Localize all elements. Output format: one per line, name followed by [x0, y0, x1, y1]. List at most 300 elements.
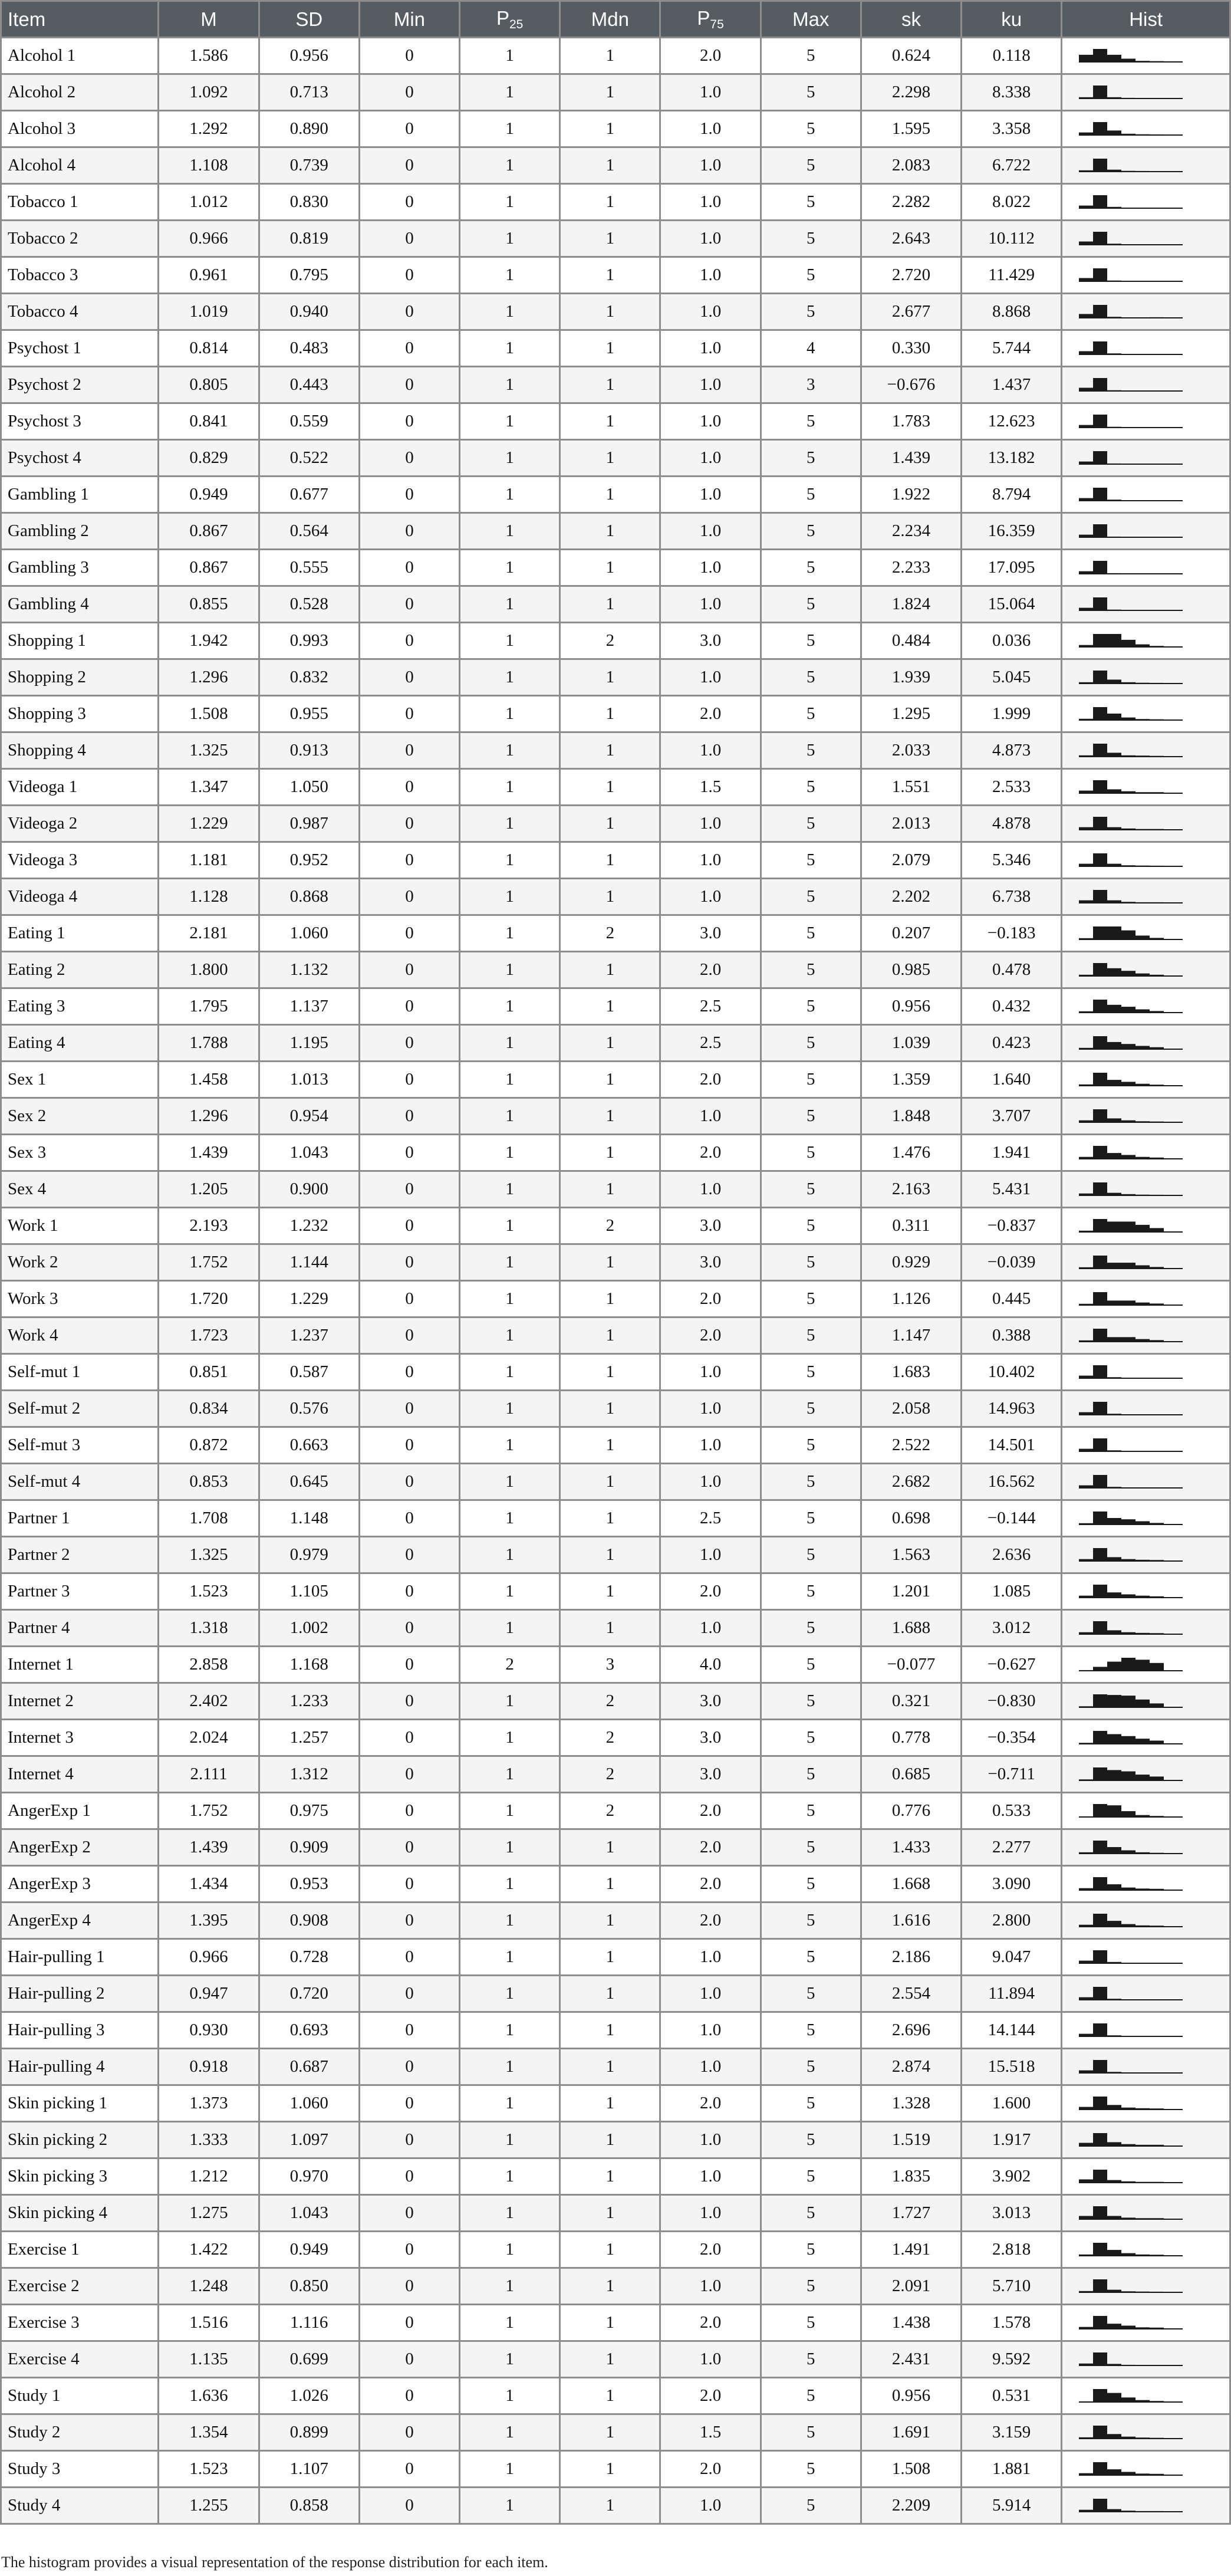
cell-median: 1 — [560, 1317, 660, 1354]
cell-p75: 1.0 — [660, 367, 761, 403]
histogram-bar — [1079, 170, 1093, 171]
cell-max: 5 — [761, 2085, 861, 2122]
histogram-bar — [1079, 1924, 1093, 1926]
table-row — [1, 1976, 1230, 2012]
histogram-bar — [1121, 2144, 1135, 2145]
cell-p25: 1 — [460, 440, 560, 477]
histogram-bar — [1107, 1450, 1121, 1451]
cell-kurtosis: 14.144 — [962, 2012, 1062, 2049]
cell-item-name: Psychost 3 — [1, 403, 159, 440]
histogram-bar — [1079, 900, 1093, 902]
cell-p75: 1.0 — [660, 586, 761, 623]
histogram-bar — [1093, 744, 1107, 757]
cell-max: 5 — [761, 2049, 861, 2085]
histogram-bar — [1121, 639, 1135, 646]
histogram-chart — [1079, 706, 1185, 722]
histogram-bar — [1093, 2243, 1107, 2256]
cell-histogram — [1062, 732, 1230, 769]
histogram-bar — [1135, 1265, 1150, 1269]
cell-skewness: 1.147 — [861, 1317, 961, 1354]
cell-min: 0 — [359, 74, 459, 111]
histogram-bar — [1135, 244, 1150, 245]
histogram-bar — [1107, 353, 1121, 354]
cell-skewness: 1.039 — [861, 1025, 961, 1062]
cell-skewness: 1.519 — [861, 2122, 961, 2158]
cell-kurtosis: 5.431 — [962, 1171, 1062, 1208]
table-row — [1, 1062, 1230, 1098]
cell-p25: 1 — [460, 2195, 560, 2232]
histogram-chart — [1079, 487, 1185, 503]
table-row — [1, 1244, 1230, 1281]
histogram-bar — [1135, 2218, 1150, 2219]
cell-skewness: 0.776 — [861, 1793, 961, 1829]
histogram-bar — [1135, 2291, 1150, 2292]
cell-item-name: Videoga 4 — [1, 879, 159, 915]
histogram-bar — [1135, 1699, 1150, 1707]
cell-median: 1 — [560, 221, 660, 257]
cell-skewness: 2.234 — [861, 513, 961, 550]
histogram-bar — [1107, 280, 1121, 281]
cell-max: 5 — [761, 221, 861, 257]
cell-max: 5 — [761, 1208, 861, 1244]
cell-p75: 1.0 — [660, 879, 761, 915]
cell-skewness: 0.778 — [861, 1720, 961, 1756]
histogram-bar — [1107, 1847, 1121, 1854]
cell-mean: 1.333 — [159, 2122, 259, 2158]
cell-kurtosis: 13.182 — [962, 440, 1062, 477]
cell-sd: 0.993 — [259, 623, 359, 659]
cell-min: 0 — [359, 1464, 459, 1500]
cell-kurtosis: 2.533 — [962, 769, 1062, 806]
cell-item-name: Alcohol 2 — [1, 74, 159, 111]
histogram-bar — [1121, 828, 1135, 829]
histogram-chart — [1079, 267, 1185, 284]
histogram-bar — [1079, 645, 1093, 646]
cell-kurtosis: 1.917 — [962, 2122, 1062, 2158]
histogram-bar — [1093, 2352, 1107, 2365]
cell-item-name: Work 4 — [1, 1317, 159, 1354]
histogram-bar — [1121, 2364, 1135, 2365]
histogram-bar — [1079, 1595, 1093, 1597]
histogram-bar — [1107, 1770, 1121, 1780]
histogram-bar — [1121, 1632, 1135, 1634]
cell-max: 5 — [761, 2122, 861, 2158]
histogram-bar — [1121, 1658, 1135, 1671]
cell-median: 1 — [560, 1903, 660, 1939]
histogram-bar — [1079, 2070, 1093, 2072]
cell-sd: 0.677 — [259, 477, 359, 513]
histogram-chart — [1079, 998, 1185, 1015]
histogram-bar — [1121, 1924, 1135, 1926]
histogram-chart — [1079, 1328, 1185, 1344]
cell-max: 5 — [761, 842, 861, 879]
histogram-bar — [1079, 1632, 1093, 1634]
histogram-bar — [1079, 2437, 1093, 2438]
histogram-bar — [1079, 132, 1093, 134]
cell-kurtosis: 15.064 — [962, 586, 1062, 623]
header-skewness: sk — [861, 1, 961, 38]
cell-p25: 1 — [460, 659, 560, 696]
histogram-bar — [1150, 1121, 1164, 1122]
cell-sd: 0.564 — [259, 513, 359, 550]
cell-item-name: Internet 3 — [1, 1720, 159, 1756]
cell-histogram — [1062, 1537, 1230, 1573]
cell-item-name: Exercise 3 — [1, 2305, 159, 2341]
cell-histogram — [1062, 2122, 1230, 2158]
cell-min: 0 — [359, 1317, 459, 1354]
cell-max: 5 — [761, 2232, 861, 2268]
cell-min: 0 — [359, 403, 459, 440]
cell-kurtosis: 0.423 — [962, 1025, 1062, 1062]
table-row — [1, 1866, 1230, 1903]
histogram-bar — [1107, 1884, 1121, 1890]
cell-mean: 0.867 — [159, 513, 259, 550]
cell-item-name: Internet 2 — [1, 1683, 159, 1720]
cell-item-name: Sex 3 — [1, 1135, 159, 1171]
cell-p75: 1.0 — [660, 257, 761, 294]
cell-max: 5 — [761, 2305, 861, 2341]
histogram-bar — [1079, 2254, 1093, 2255]
cell-skewness: 1.295 — [861, 696, 961, 732]
cell-histogram — [1062, 367, 1230, 403]
table-row — [1, 1647, 1230, 1683]
cell-item-name: Study 2 — [1, 2414, 159, 2451]
cell-item-name: Shopping 1 — [1, 623, 159, 659]
histogram-bar — [1093, 2060, 1107, 2073]
cell-mean: 1.439 — [159, 1829, 259, 1866]
histogram-chart — [1079, 1583, 1185, 1600]
cell-min: 0 — [359, 1208, 459, 1244]
cell-kurtosis: −0.183 — [962, 915, 1062, 952]
cell-sd: 1.060 — [259, 2085, 359, 2122]
histogram-bar — [1079, 351, 1093, 354]
cell-median: 1 — [560, 74, 660, 111]
histogram-bar — [1150, 2327, 1164, 2328]
histogram-chart — [1079, 1876, 1185, 1892]
cell-median: 1 — [560, 403, 660, 440]
cell-mean: 0.829 — [159, 440, 259, 477]
cell-item-name: Eating 1 — [1, 915, 159, 952]
histogram-bar — [1121, 1120, 1135, 1122]
histogram-bar — [1107, 536, 1121, 537]
cell-sd: 0.970 — [259, 2158, 359, 2195]
histogram-bar — [1079, 2291, 1093, 2292]
cell-histogram — [1062, 806, 1230, 842]
header-histogram: Hist — [1062, 1, 1230, 38]
cell-kurtosis: 9.592 — [962, 2341, 1062, 2378]
cell-kurtosis: 0.531 — [962, 2378, 1062, 2414]
cell-item-name: Internet 1 — [1, 1647, 159, 1683]
histogram-chart — [1079, 121, 1185, 137]
cell-kurtosis: 15.518 — [962, 2049, 1062, 2085]
histogram-bar — [1079, 2179, 1093, 2183]
cell-mean: 1.205 — [159, 1171, 259, 1208]
histogram-chart — [1079, 1108, 1185, 1125]
cell-p75: 1.0 — [660, 440, 761, 477]
cell-item-name: Shopping 3 — [1, 696, 159, 732]
cell-skewness: 2.013 — [861, 806, 961, 842]
cell-item-name: Skin picking 4 — [1, 2195, 159, 2232]
histogram-bar — [1093, 1804, 1107, 1817]
histogram-bar — [1150, 974, 1164, 975]
histogram-bar — [1107, 1337, 1121, 1342]
cell-mean: 1.275 — [159, 2195, 259, 2232]
cell-sd: 0.555 — [259, 550, 359, 586]
cell-histogram — [1062, 1317, 1230, 1354]
histogram-chart — [1079, 84, 1185, 101]
cell-kurtosis: 0.432 — [962, 988, 1062, 1025]
histogram-bar — [1150, 1926, 1164, 1927]
histogram-bar — [1079, 1303, 1093, 1305]
histogram-bar — [1107, 2216, 1121, 2219]
cell-skewness: 0.985 — [861, 952, 961, 988]
cell-kurtosis: 14.501 — [962, 1427, 1062, 1464]
histogram-bar — [1121, 1811, 1135, 1817]
histogram-bar — [1107, 206, 1121, 208]
histogram-bar — [1093, 1036, 1107, 1049]
histogram-bar — [1107, 714, 1121, 720]
cell-histogram — [1062, 2488, 1230, 2524]
header-p75-base: P — [697, 6, 710, 29]
histogram-bar — [1150, 2144, 1164, 2145]
cell-mean: 0.966 — [159, 1939, 259, 1976]
table-row — [1, 988, 1230, 1025]
cell-sd: 1.002 — [259, 1610, 359, 1647]
histogram-bar — [1121, 133, 1135, 134]
cell-sd: 0.587 — [259, 1354, 359, 1391]
cell-item-name: Videoga 2 — [1, 806, 159, 842]
histogram-bar — [1135, 644, 1150, 646]
histogram-bar — [1107, 2180, 1121, 2182]
histogram-chart — [1079, 2059, 1185, 2075]
histogram-bar — [1150, 2291, 1164, 2292]
histogram-bar — [1093, 1402, 1107, 1415]
histogram-bar — [1093, 86, 1107, 98]
cell-histogram — [1062, 2268, 1230, 2305]
histogram-bar — [1135, 1888, 1150, 1890]
cell-kurtosis: 3.090 — [962, 1866, 1062, 1903]
histogram-bar — [1150, 1852, 1164, 1853]
histogram-bar — [1093, 1182, 1107, 1195]
histogram-bar — [1079, 938, 1093, 939]
histogram-bar — [1107, 1592, 1121, 1598]
cell-mean: 1.395 — [159, 1903, 259, 1939]
table-row — [1, 111, 1230, 147]
table-row — [1, 732, 1230, 769]
header-row — [1, 1, 1230, 38]
cell-sd: 0.955 — [259, 696, 359, 732]
cell-kurtosis: 0.445 — [962, 1281, 1062, 1317]
histogram-chart — [1079, 1803, 1185, 1819]
cell-median: 1 — [560, 1354, 660, 1391]
histogram-bar — [1079, 1448, 1093, 1451]
cell-min: 0 — [359, 2232, 459, 2268]
histogram-bar — [1093, 2097, 1107, 2110]
cell-median: 1 — [560, 440, 660, 477]
cell-min: 0 — [359, 952, 459, 988]
histogram-bar — [1107, 2434, 1121, 2439]
cell-p75: 2.5 — [660, 1025, 761, 1062]
cell-min: 0 — [359, 1866, 459, 1903]
cell-skewness: 2.643 — [861, 221, 961, 257]
histogram-bar — [1121, 2511, 1135, 2512]
histogram-bar — [1107, 1695, 1121, 1707]
cell-sd: 1.144 — [259, 1244, 359, 1281]
cell-histogram — [1062, 184, 1230, 221]
cell-skewness: 2.554 — [861, 1976, 961, 2012]
cell-p25: 1 — [460, 2049, 560, 2085]
cell-p25: 1 — [460, 842, 560, 879]
cell-sd: 0.956 — [259, 38, 359, 74]
histogram-bar — [1107, 2509, 1121, 2511]
table-row — [1, 2305, 1230, 2341]
cell-kurtosis: 1.999 — [962, 696, 1062, 732]
cell-histogram — [1062, 2451, 1230, 2488]
histogram-chart — [1079, 669, 1185, 686]
cell-max: 5 — [761, 1976, 861, 2012]
histogram-bar — [1107, 54, 1121, 61]
cell-skewness: 0.956 — [861, 988, 961, 1025]
cell-histogram — [1062, 550, 1230, 586]
cell-max: 5 — [761, 257, 861, 294]
table-row — [1, 2195, 1230, 2232]
histogram-bar — [1079, 1559, 1093, 1560]
cell-sd: 1.195 — [259, 1025, 359, 1062]
table-row — [1, 952, 1230, 988]
histogram-bar — [1121, 58, 1135, 62]
histogram-bar — [1093, 1512, 1107, 1524]
cell-histogram — [1062, 915, 1230, 952]
histogram-bar — [1150, 1560, 1164, 1561]
cell-p25: 1 — [460, 732, 560, 769]
cell-median: 1 — [560, 513, 660, 550]
histogram-bar — [1121, 1007, 1135, 1013]
histogram-chart — [1079, 1730, 1185, 1746]
cell-p75: 2.0 — [660, 1573, 761, 1610]
cell-kurtosis: −0.627 — [962, 1647, 1062, 1683]
histogram-bar — [1150, 1776, 1164, 1780]
cell-histogram — [1062, 2414, 1230, 2451]
cell-max: 5 — [761, 440, 861, 477]
histogram-bar — [1107, 1118, 1121, 1122]
cell-median: 1 — [560, 2012, 660, 2049]
cell-p25: 1 — [460, 1573, 560, 1610]
cell-p25: 1 — [460, 2158, 560, 2195]
histogram-bar — [1121, 1221, 1135, 1232]
cell-mean: 1.373 — [159, 2085, 259, 2122]
cell-p75: 3.0 — [660, 1720, 761, 1756]
cell-item-name: Psychost 4 — [1, 440, 159, 477]
histogram-bar — [1121, 390, 1135, 391]
histogram-bar — [1107, 863, 1121, 866]
histogram-bar — [1093, 451, 1107, 464]
cell-p25: 1 — [460, 2341, 560, 2378]
cell-kurtosis: 11.429 — [962, 257, 1062, 294]
cell-p25: 1 — [460, 1281, 560, 1317]
cell-skewness: 1.439 — [861, 440, 961, 477]
cell-sd: 0.699 — [259, 2341, 359, 2378]
cell-mean: 1.422 — [159, 2232, 259, 2268]
table-row — [1, 38, 1230, 74]
cell-min: 0 — [359, 2012, 459, 2049]
cell-histogram — [1062, 1647, 1230, 1683]
histogram-bar — [1079, 718, 1093, 719]
histogram-bar — [1150, 1816, 1164, 1817]
table-row — [1, 1683, 1230, 1720]
cell-min: 0 — [359, 2341, 459, 2378]
histogram-bar — [1121, 1887, 1135, 1890]
cell-max: 5 — [761, 184, 861, 221]
header-median: Mdn — [560, 1, 660, 38]
cell-p75: 2.0 — [660, 2305, 761, 2341]
histogram-bar — [1093, 1667, 1107, 1671]
histogram-bar — [1079, 1084, 1093, 1085]
cell-max: 5 — [761, 1500, 861, 1537]
histogram-bar — [1150, 646, 1164, 647]
cell-kurtosis: 0.118 — [962, 38, 1062, 74]
cell-max: 5 — [761, 2488, 861, 2524]
histogram-bar — [1107, 968, 1121, 975]
cell-p25: 1 — [460, 147, 560, 184]
histogram-bar — [1135, 2327, 1150, 2329]
cell-p75: 2.0 — [660, 38, 761, 74]
cell-histogram — [1062, 477, 1230, 513]
cell-median: 1 — [560, 147, 660, 184]
cell-item-name: Work 1 — [1, 1208, 159, 1244]
cell-p75: 1.0 — [660, 1464, 761, 1500]
cell-max: 5 — [761, 1829, 861, 1866]
cell-mean: 2.111 — [159, 1756, 259, 1793]
histogram-chart — [1079, 1072, 1185, 1088]
cell-item-name: Skin picking 3 — [1, 2158, 159, 2195]
cell-max: 5 — [761, 1756, 861, 1793]
cell-median: 1 — [560, 2049, 660, 2085]
cell-skewness: 2.682 — [861, 1464, 961, 1500]
cell-min: 0 — [359, 38, 459, 74]
histogram-bar — [1121, 1771, 1135, 1780]
cell-kurtosis: 1.640 — [962, 1062, 1062, 1098]
cell-p25: 1 — [460, 2451, 560, 2488]
histogram-bar — [1107, 1300, 1121, 1305]
histogram-chart — [1079, 1254, 1185, 1271]
cell-mean: 1.128 — [159, 879, 259, 915]
histogram-bar — [1121, 244, 1135, 245]
histogram-bar — [1107, 634, 1121, 647]
cell-skewness: 1.922 — [861, 477, 961, 513]
cell-max: 5 — [761, 769, 861, 806]
histogram-bar — [1093, 1475, 1107, 1488]
cell-max: 5 — [761, 1427, 861, 1464]
histogram-chart — [1079, 413, 1185, 430]
histogram-bar — [1079, 1852, 1093, 1853]
histogram-chart — [1079, 1218, 1185, 1234]
cell-skewness: 1.727 — [861, 2195, 961, 2232]
cell-min: 0 — [359, 806, 459, 842]
histogram-bar — [1150, 755, 1164, 756]
table-row — [1, 1756, 1230, 1793]
cell-mean: 0.841 — [159, 403, 259, 440]
cell-p75: 1.0 — [660, 184, 761, 221]
cell-kurtosis: 10.112 — [962, 221, 1062, 257]
cell-skewness: 1.433 — [861, 1829, 961, 1866]
cell-p25: 1 — [460, 403, 560, 440]
cell-sd: 1.116 — [259, 2305, 359, 2341]
histogram-bar — [1079, 1779, 1093, 1780]
cell-mean: 0.966 — [159, 221, 259, 257]
cell-mean: 0.853 — [159, 1464, 259, 1500]
histogram-bar — [1150, 1303, 1164, 1305]
cell-max: 5 — [761, 1354, 861, 1391]
